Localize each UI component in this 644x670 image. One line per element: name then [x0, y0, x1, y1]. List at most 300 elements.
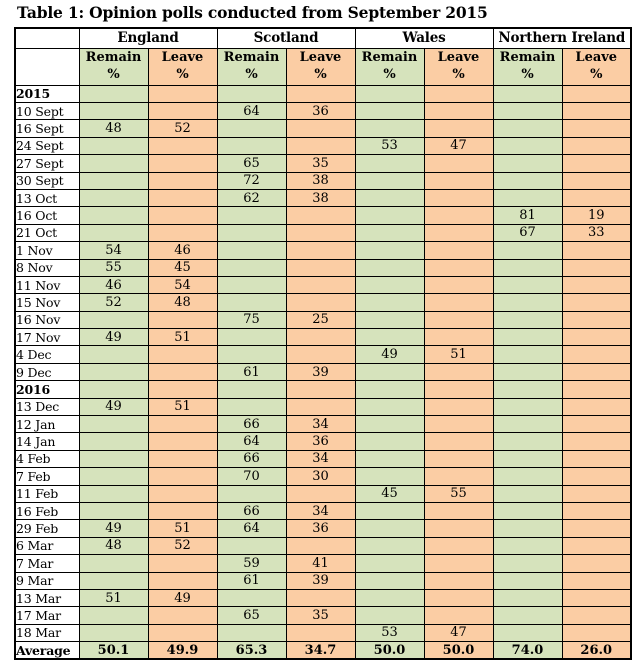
leave-value-cell — [424, 555, 493, 572]
country-header-wales: Wales — [355, 28, 493, 49]
remain-value-cell — [355, 259, 424, 276]
remain-value-cell — [217, 485, 286, 502]
row-label: 2016 — [15, 381, 79, 398]
table-row — [15, 259, 631, 276]
leave-value-cell: 19 — [562, 207, 631, 224]
remain-value-cell — [493, 276, 562, 293]
row-label: 11 Nov — [15, 276, 79, 293]
leave-value-cell — [286, 537, 355, 554]
remain-value-cell — [217, 294, 286, 311]
table-row — [15, 85, 631, 102]
leave-value-cell — [562, 85, 631, 102]
remain-value-cell — [493, 485, 562, 502]
remain-value-cell: 59 — [217, 555, 286, 572]
row-label: 8 Nov — [15, 259, 79, 276]
remain-value-cell: 64 — [217, 102, 286, 119]
leave-value-cell: 26.0 — [562, 642, 631, 660]
remain-value-cell: 64 — [217, 520, 286, 537]
subheader-remain-label: Remain — [85, 49, 142, 65]
remain-value-cell — [493, 329, 562, 346]
remain-value-cell — [493, 137, 562, 154]
percent-unit-label: % — [590, 66, 603, 82]
leave-value-cell: 54 — [148, 276, 217, 293]
leave-value-cell — [424, 311, 493, 328]
row-label: 10 Sept — [15, 102, 79, 119]
leave-value-cell — [424, 85, 493, 102]
remain-value-cell — [493, 172, 562, 189]
remain-value-cell — [493, 468, 562, 485]
remain-value-cell — [493, 189, 562, 206]
remain-value-cell — [79, 468, 148, 485]
leave-value-cell — [148, 172, 217, 189]
remain-value-cell — [217, 137, 286, 154]
leave-value-cell — [562, 242, 631, 259]
leave-value-cell — [562, 555, 631, 572]
table-row — [15, 450, 631, 467]
row-label: 16 Feb — [15, 502, 79, 519]
percent-unit-label: % — [521, 66, 534, 82]
row-label: 1 Nov — [15, 242, 79, 259]
remain-value-cell: 46 — [79, 276, 148, 293]
remain-value-cell — [493, 537, 562, 554]
leave-value-cell: 34 — [286, 502, 355, 519]
remain-value-cell — [79, 224, 148, 241]
row-label: 15 Nov — [15, 294, 79, 311]
remain-value-cell: 74.0 — [493, 642, 562, 660]
remain-value-cell: 66 — [217, 416, 286, 433]
remain-value-cell — [355, 120, 424, 137]
remain-value-cell — [79, 346, 148, 363]
remain-value-cell: 51 — [79, 589, 148, 606]
subheader-leave — [424, 48, 493, 85]
remain-value-cell — [355, 537, 424, 554]
remain-value-cell — [217, 276, 286, 293]
remain-value-cell — [79, 450, 148, 467]
leave-value-cell — [148, 102, 217, 119]
remain-value-cell — [493, 572, 562, 589]
country-header-scotland: Scotland — [217, 28, 355, 49]
row-label: 9 Dec — [15, 363, 79, 380]
remain-value-cell — [79, 624, 148, 641]
remain-value-cell: 72 — [217, 172, 286, 189]
remain-value-cell — [79, 381, 148, 398]
leave-value-cell — [148, 207, 217, 224]
leave-value-cell: 48 — [148, 294, 217, 311]
leave-value-cell — [424, 468, 493, 485]
leave-value-cell — [562, 537, 631, 554]
table-row — [15, 120, 631, 137]
leave-value-cell — [286, 259, 355, 276]
leave-value-cell — [286, 85, 355, 102]
leave-value-cell: 39 — [286, 363, 355, 380]
table-body — [15, 85, 631, 659]
table-row — [15, 381, 631, 398]
leave-value-cell: 36 — [286, 520, 355, 537]
remain-value-cell: 55 — [79, 259, 148, 276]
table-row — [15, 363, 631, 380]
remain-value-cell — [217, 207, 286, 224]
table-title: Table 1: Opinion polls conducted from September 2015 — [17, 3, 488, 22]
leave-value-cell — [562, 485, 631, 502]
leave-value-cell — [562, 329, 631, 346]
remain-value-cell — [493, 363, 562, 380]
remain-value-cell — [79, 555, 148, 572]
leave-value-cell — [148, 224, 217, 241]
leave-value-cell — [286, 207, 355, 224]
remain-value-cell — [79, 172, 148, 189]
leave-value-cell: 47 — [424, 624, 493, 641]
remain-value-cell: 54 — [79, 242, 148, 259]
leave-value-cell: 55 — [424, 485, 493, 502]
remain-value-cell — [79, 485, 148, 502]
leave-value-cell — [424, 520, 493, 537]
remain-value-cell: 75 — [217, 311, 286, 328]
table-row — [15, 311, 631, 328]
remain-value-cell — [355, 468, 424, 485]
remain-value-cell — [493, 520, 562, 537]
table-row — [15, 572, 631, 589]
remain-value-cell — [79, 416, 148, 433]
leave-value-cell — [424, 589, 493, 606]
row-label: 17 Nov — [15, 329, 79, 346]
leave-value-cell: 47 — [424, 137, 493, 154]
leave-value-cell — [424, 294, 493, 311]
remain-value-cell — [217, 85, 286, 102]
leave-value-cell — [148, 137, 217, 154]
leave-value-cell — [148, 555, 217, 572]
remain-value-cell — [355, 502, 424, 519]
remain-value-cell — [355, 155, 424, 172]
remain-value-cell — [493, 624, 562, 641]
leave-value-cell: 34.7 — [286, 642, 355, 660]
remain-value-cell — [493, 242, 562, 259]
opinion-polls-table — [14, 27, 632, 661]
table-row — [15, 416, 631, 433]
leave-value-cell — [424, 329, 493, 346]
remain-value-cell — [79, 311, 148, 328]
remain-value-cell — [493, 102, 562, 119]
subheader-remain — [79, 48, 148, 85]
remain-value-cell — [355, 242, 424, 259]
leave-value-cell — [562, 624, 631, 641]
remain-value-cell — [355, 224, 424, 241]
leave-value-cell — [562, 276, 631, 293]
remain-value-cell — [355, 416, 424, 433]
leave-value-cell — [562, 607, 631, 624]
leave-value-cell — [562, 502, 631, 519]
leave-value-cell — [148, 85, 217, 102]
leave-value-cell — [424, 572, 493, 589]
leave-value-cell — [148, 607, 217, 624]
subheader-remain-label: Remain — [361, 49, 418, 65]
leave-value-cell: 35 — [286, 155, 355, 172]
leave-value-cell: 51 — [148, 398, 217, 415]
remain-value-cell: 81 — [493, 207, 562, 224]
remain-value-cell — [355, 607, 424, 624]
leave-value-cell — [286, 346, 355, 363]
remain-value-cell — [493, 502, 562, 519]
corner-cell — [15, 28, 79, 49]
leave-value-cell — [562, 137, 631, 154]
remain-value-cell — [217, 346, 286, 363]
leave-value-cell — [286, 242, 355, 259]
remain-value-cell — [217, 259, 286, 276]
table-row — [15, 137, 631, 154]
country-header-england: England — [79, 28, 217, 49]
leave-value-cell — [562, 294, 631, 311]
leave-value-cell: 30 — [286, 468, 355, 485]
leave-value-cell: 49.9 — [148, 642, 217, 660]
remain-value-cell — [217, 329, 286, 346]
table-row — [15, 224, 631, 241]
table-row — [15, 398, 631, 415]
remain-value-cell — [493, 398, 562, 415]
leave-value-cell — [148, 624, 217, 641]
leave-value-cell — [286, 294, 355, 311]
remain-value-cell: 49 — [79, 398, 148, 415]
remain-value-cell: 45 — [355, 485, 424, 502]
table-row — [15, 502, 631, 519]
row-label: 24 Sept — [15, 137, 79, 154]
leave-value-cell — [424, 172, 493, 189]
row-label: 6 Mar — [15, 537, 79, 554]
remain-value-cell — [493, 381, 562, 398]
remain-value-cell: 61 — [217, 363, 286, 380]
leave-value-cell — [424, 398, 493, 415]
row-label: 21 Oct — [15, 224, 79, 241]
row-label: 16 Nov — [15, 311, 79, 328]
remain-value-cell — [493, 589, 562, 606]
remain-value-cell — [355, 102, 424, 119]
subheader-leave — [286, 48, 355, 85]
table-row — [15, 294, 631, 311]
leave-value-cell — [562, 520, 631, 537]
remain-value-cell: 70 — [217, 468, 286, 485]
remain-value-cell — [493, 120, 562, 137]
remain-value-cell: 65.3 — [217, 642, 286, 660]
remain-value-cell: 50.0 — [355, 642, 424, 660]
percent-unit-label: % — [245, 66, 258, 82]
remain-value-cell — [493, 85, 562, 102]
row-label: 13 Mar — [15, 589, 79, 606]
leave-value-cell — [424, 363, 493, 380]
table-row — [15, 468, 631, 485]
leave-value-cell: 49 — [148, 589, 217, 606]
row-label: 2015 — [15, 85, 79, 102]
remain-value-cell — [355, 450, 424, 467]
row-label: 16 Sept — [15, 120, 79, 137]
subheader-remain-label: Remain — [223, 49, 280, 65]
leave-value-cell: 34 — [286, 450, 355, 467]
leave-value-cell — [424, 102, 493, 119]
row-label: 13 Dec — [15, 398, 79, 415]
row-label: 12 Jan — [15, 416, 79, 433]
leave-value-cell: 25 — [286, 311, 355, 328]
row-label: 7 Feb — [15, 468, 79, 485]
leave-value-cell — [148, 346, 217, 363]
percent-unit-label: % — [314, 66, 327, 82]
leave-value-cell: 41 — [286, 555, 355, 572]
remain-value-cell — [355, 555, 424, 572]
leave-value-cell — [286, 589, 355, 606]
table-row — [15, 172, 631, 189]
remain-value-cell: 67 — [493, 224, 562, 241]
remain-value-cell — [355, 363, 424, 380]
table-row — [15, 624, 631, 641]
leave-value-cell — [424, 433, 493, 450]
leave-value-cell — [562, 189, 631, 206]
leave-value-cell — [562, 311, 631, 328]
row-label: 4 Feb — [15, 450, 79, 467]
leave-value-cell — [286, 381, 355, 398]
subheader-remain — [355, 48, 424, 85]
subheader-remain-label: Remain — [499, 49, 556, 65]
leave-value-cell — [562, 398, 631, 415]
percent-unit-label: % — [452, 66, 465, 82]
leave-value-cell: 50.0 — [424, 642, 493, 660]
leave-value-cell: 39 — [286, 572, 355, 589]
leave-value-cell — [424, 450, 493, 467]
leave-value-cell — [286, 137, 355, 154]
leave-value-cell — [286, 329, 355, 346]
leave-value-cell — [286, 398, 355, 415]
remain-value-cell — [217, 224, 286, 241]
table-row — [15, 102, 631, 119]
leave-value-cell — [562, 589, 631, 606]
remain-value-cell — [355, 433, 424, 450]
subheader-remain — [217, 48, 286, 85]
remain-value-cell — [355, 276, 424, 293]
row-label: 13 Oct — [15, 189, 79, 206]
leave-value-cell — [424, 381, 493, 398]
row-label: 7 Mar — [15, 555, 79, 572]
remain-value-cell: 66 — [217, 502, 286, 519]
leave-value-cell: 36 — [286, 433, 355, 450]
leave-value-cell: 36 — [286, 102, 355, 119]
remain-value-cell — [355, 294, 424, 311]
leave-value-cell — [562, 572, 631, 589]
remain-value-cell — [217, 589, 286, 606]
leave-value-cell: 38 — [286, 189, 355, 206]
remain-value-cell — [355, 398, 424, 415]
table-row — [15, 433, 631, 450]
remain-value-cell — [79, 207, 148, 224]
remain-value-cell — [493, 346, 562, 363]
remain-value-cell — [493, 607, 562, 624]
leave-value-cell — [424, 537, 493, 554]
leave-value-cell — [562, 363, 631, 380]
percent-unit-label: % — [176, 66, 189, 82]
leave-value-cell — [148, 502, 217, 519]
remain-value-cell — [79, 155, 148, 172]
remain-value-cell: 53 — [355, 624, 424, 641]
leave-value-cell — [562, 381, 631, 398]
leave-value-cell — [286, 485, 355, 502]
remain-value-cell — [79, 433, 148, 450]
subheader-leave — [148, 48, 217, 85]
remain-value-cell — [493, 311, 562, 328]
leave-value-cell: 38 — [286, 172, 355, 189]
row-label: 4 Dec — [15, 346, 79, 363]
remain-value-cell — [493, 416, 562, 433]
remain-value-cell: 48 — [79, 120, 148, 137]
remain-value-cell — [79, 137, 148, 154]
subheader-leave — [562, 48, 631, 85]
leave-value-cell — [424, 276, 493, 293]
leave-value-cell — [148, 572, 217, 589]
remain-value-cell — [355, 572, 424, 589]
row-label: 18 Mar — [15, 624, 79, 641]
remain-value-cell — [493, 155, 562, 172]
leave-value-cell — [562, 259, 631, 276]
remain-value-cell — [217, 398, 286, 415]
percent-unit-label: % — [383, 66, 396, 82]
remain-value-cell: 49 — [79, 329, 148, 346]
country-header-northern-ireland: Northern Ireland — [493, 28, 631, 49]
remain-value-cell: 65 — [217, 607, 286, 624]
remain-value-cell — [493, 294, 562, 311]
leave-value-cell — [562, 155, 631, 172]
subheader-leave-label: Leave — [437, 49, 480, 65]
subheader-leave-label: Leave — [299, 49, 342, 65]
leave-value-cell — [562, 102, 631, 119]
leave-value-cell — [424, 502, 493, 519]
leave-value-cell — [562, 120, 631, 137]
table-row — [15, 555, 631, 572]
percent-unit-label: % — [107, 66, 120, 82]
remain-value-cell — [79, 102, 148, 119]
leave-value-cell — [148, 363, 217, 380]
remain-value-cell — [355, 589, 424, 606]
leave-value-cell — [424, 259, 493, 276]
remain-value-cell — [355, 520, 424, 537]
row-label: 14 Jan — [15, 433, 79, 450]
table-row — [15, 520, 631, 537]
leave-value-cell — [148, 311, 217, 328]
row-label: 11 Feb — [15, 485, 79, 502]
table-row — [15, 607, 631, 624]
leave-value-cell: 45 — [148, 259, 217, 276]
table-row — [15, 346, 631, 363]
remain-value-cell — [355, 85, 424, 102]
row-label: 29 Feb — [15, 520, 79, 537]
row-label: 27 Sept — [15, 155, 79, 172]
remain-value-cell: 61 — [217, 572, 286, 589]
leave-value-cell: 46 — [148, 242, 217, 259]
subheader-leave-label: Leave — [161, 49, 204, 65]
subheader-remain — [493, 48, 562, 85]
remain-value-cell — [355, 329, 424, 346]
leave-value-cell — [424, 242, 493, 259]
remain-value-cell — [217, 242, 286, 259]
leave-value-cell — [424, 155, 493, 172]
leave-value-cell — [286, 120, 355, 137]
remain-value-cell — [79, 189, 148, 206]
leave-value-cell — [424, 207, 493, 224]
remain-value-cell — [355, 172, 424, 189]
remain-value-cell: 66 — [217, 450, 286, 467]
remain-value-cell: 49 — [355, 346, 424, 363]
leave-value-cell: 52 — [148, 537, 217, 554]
leave-value-cell — [148, 433, 217, 450]
leave-value-cell: 51 — [148, 520, 217, 537]
table-row — [15, 189, 631, 206]
remain-value-cell: 52 — [79, 294, 148, 311]
leave-value-cell — [424, 607, 493, 624]
row-label: Average — [15, 642, 79, 660]
leave-value-cell: 51 — [148, 329, 217, 346]
subheader-row — [15, 48, 631, 85]
